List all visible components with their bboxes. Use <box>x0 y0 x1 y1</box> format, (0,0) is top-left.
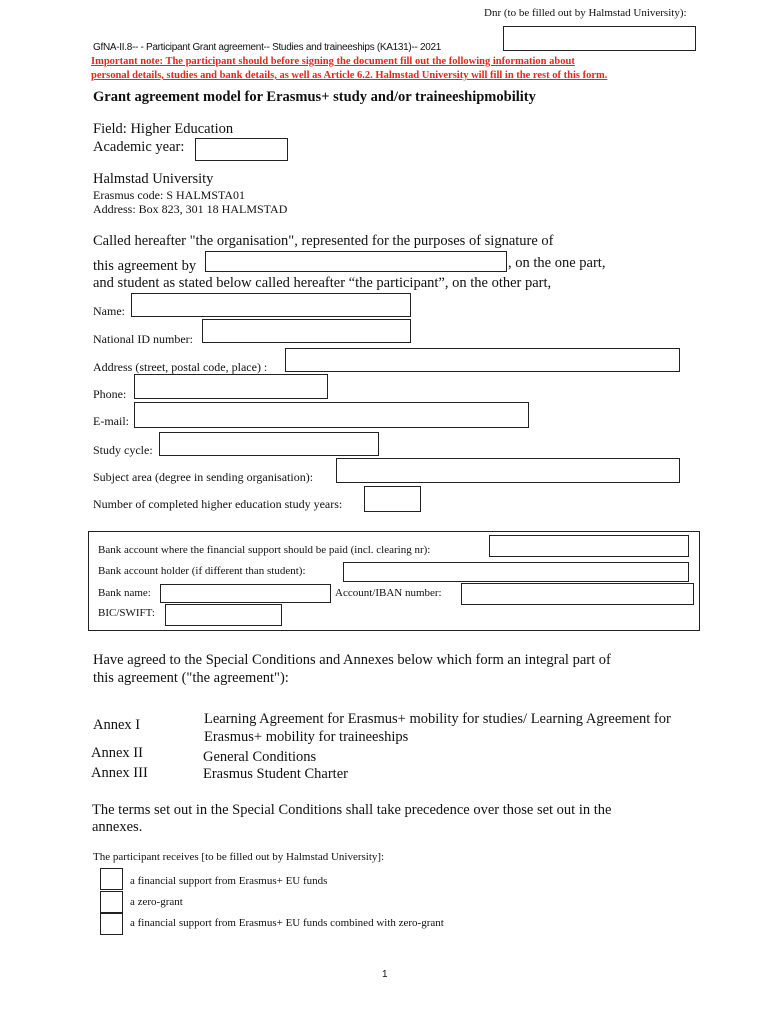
address-label: Address (street, postal code, place) : <box>93 360 268 374</box>
page-title: Grant agreement model for Erasmus+ study and/or traineeshipmobility <box>93 89 536 105</box>
organisation-address: Address: Box 823, 301 18 HALMSTAD <box>93 202 288 216</box>
parties-line1: Called hereafter "the organisation", represented for the purposes of signature of <box>93 233 554 249</box>
bank-name-label: Bank name: <box>98 587 151 599</box>
annex-label: Annex II <box>91 745 143 761</box>
important-note-line2: personal details, studies and bank details, as well as Article 6.2. Halmstad University will fill in the rest of this form. <box>91 70 608 81</box>
study-cycle-label: Study cycle: <box>93 443 153 457</box>
agreement-line2: this agreement ("the agreement"): <box>93 670 289 686</box>
bic-input[interactable] <box>165 604 282 626</box>
erasmus-code: Erasmus code: S HALMSTA01 <box>93 188 246 202</box>
academic-year-label: Academic year: <box>93 139 185 155</box>
parties-line3: and student as stated below called hereafter “the participant”, on the other part, <box>93 275 552 291</box>
dnr-label: Dnr (to be filled out by Halmstad University): <box>484 7 687 19</box>
parties-line2-prefix: this agreement by <box>93 258 197 274</box>
bank-holder-input[interactable] <box>343 562 689 582</box>
represented-by-input[interactable] <box>205 251 507 272</box>
iban-label: Account/IBAN number: <box>335 587 442 599</box>
receives-option: a financial support from Erasmus+ EU funds combined with zero-grant <box>130 917 444 929</box>
subject-area-label: Subject area (degree in sending organisation): <box>93 470 314 484</box>
receives-checkbox[interactable] <box>100 891 123 913</box>
address-input[interactable] <box>285 348 680 372</box>
annex-text: General Conditions <box>203 749 317 765</box>
study-years-input[interactable] <box>364 486 421 512</box>
subject-area-input[interactable] <box>336 458 680 483</box>
agreement-line1: Have agreed to the Special Conditions and Annexes below which form an integral part of <box>93 652 611 668</box>
bank-account-input[interactable] <box>489 535 689 557</box>
receives-checkbox[interactable] <box>100 913 123 935</box>
receives-option: a financial support from Erasmus+ EU funds <box>130 875 328 887</box>
national-id-input[interactable] <box>202 319 411 343</box>
bic-label: BIC/SWIFT: <box>98 607 155 619</box>
terms-line2: annexes. <box>92 819 143 835</box>
page-number: 1 <box>382 969 388 980</box>
dnr-input[interactable] <box>503 26 696 51</box>
annex-label: Annex III <box>91 765 148 781</box>
annex-text: Erasmus Student Charter <box>203 766 348 782</box>
phone-label: Phone: <box>93 387 127 401</box>
phone-input[interactable] <box>134 374 328 399</box>
bank-account-label: Bank account where the financial support should be paid (incl. clearing nr): <box>98 544 431 556</box>
important-note-line1: Important note: The participant should before signing the document fill out the following information about <box>91 56 575 67</box>
email-label: E-mail: <box>93 414 129 428</box>
national-id-label: National ID number: <box>93 332 193 346</box>
receives-checkbox[interactable] <box>100 868 123 890</box>
study-cycle-input[interactable] <box>159 432 379 456</box>
bank-holder-label: Bank account holder (if different than student): <box>98 565 306 577</box>
receives-option: a zero-grant <box>130 896 183 908</box>
study-years-label: Number of completed higher education study years: <box>93 497 343 511</box>
bank-name-input[interactable] <box>160 584 331 603</box>
doc-code: GfNA-II.8-- - Participant Grant agreement-- Studies and traineeships (KA131)-- 2021 <box>93 42 442 53</box>
organisation-name: Halmstad University <box>93 171 214 187</box>
terms-line1: The terms set out in the Special Conditions shall take precedence over those set out in the <box>92 802 612 818</box>
field-label: Field: Higher Education <box>93 121 234 137</box>
academic-year-input[interactable] <box>195 138 288 161</box>
annex-label: Annex I <box>93 717 141 733</box>
iban-input[interactable] <box>461 583 694 605</box>
parties-line2-suffix: , on the one part, <box>508 255 606 271</box>
annex-text: Learning Agreement for Erasmus+ mobility for studies/ Learning Agreement for <box>204 711 671 727</box>
annex-text: Erasmus+ mobility for traineeships <box>204 729 409 745</box>
receives-label: The participant receives [to be filled out by Halmstad University]: <box>93 851 385 863</box>
name-label: Name: <box>93 304 125 318</box>
name-input[interactable] <box>131 293 411 317</box>
email-input[interactable] <box>134 402 529 428</box>
